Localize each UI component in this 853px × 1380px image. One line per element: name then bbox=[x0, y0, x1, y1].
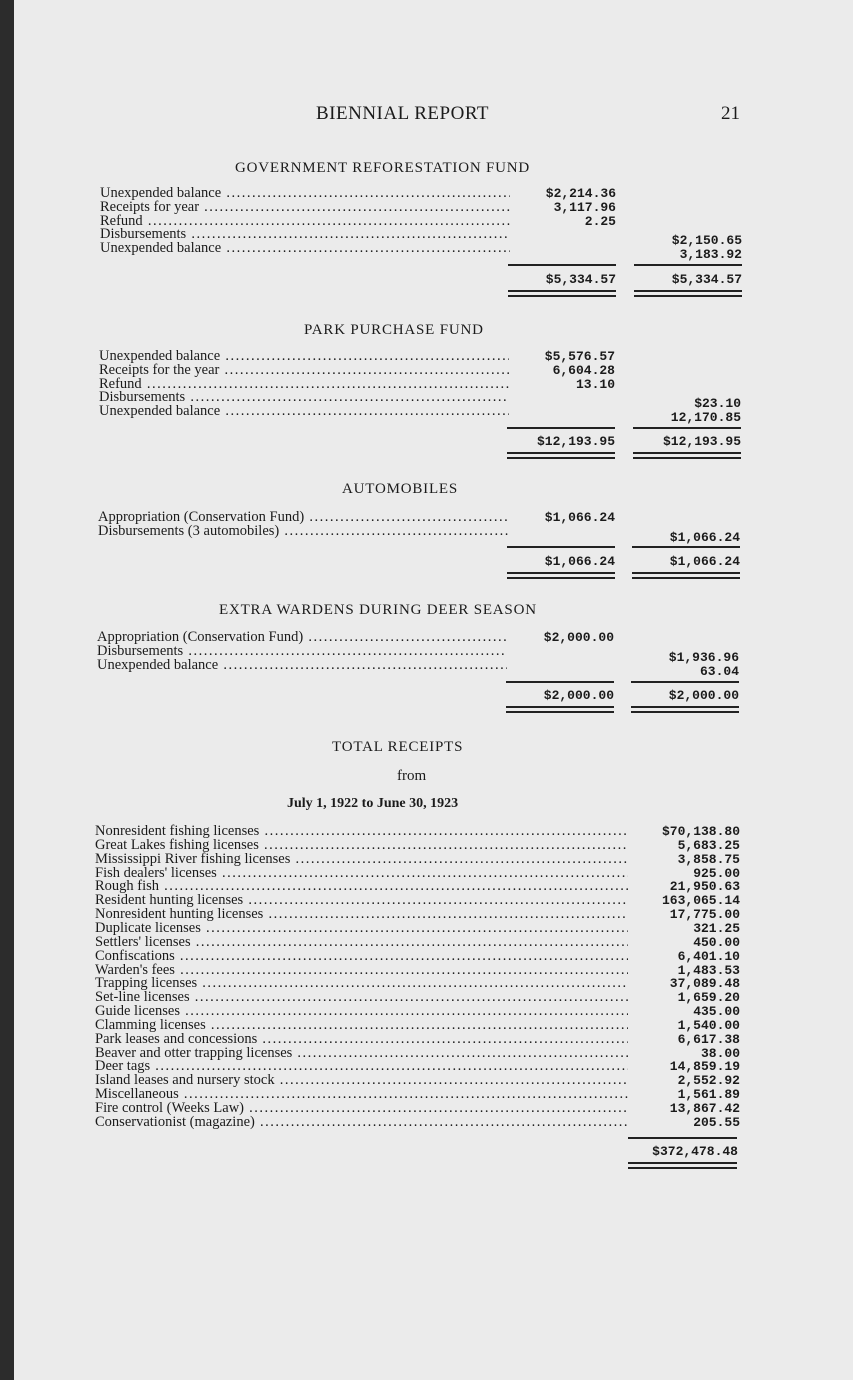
row-label: Unexpended balance ..... bbox=[99, 349, 509, 364]
row-label: Receipts for year ..... bbox=[100, 200, 510, 215]
receipt-label: Beaver and otter trapping licenses ..... bbox=[95, 1046, 628, 1061]
receipt-amount: $70,138.80 bbox=[661, 824, 740, 839]
row-amount-col1: 13.10 bbox=[575, 376, 615, 392]
receipt-row bbox=[95, 1073, 740, 1087]
row-amount-col2: 63.04 bbox=[699, 663, 739, 679]
receipt-amount: 6,401.10 bbox=[677, 948, 740, 964]
row-label: Refund ..... bbox=[99, 377, 509, 392]
row-label: Disbursements ..... bbox=[97, 644, 507, 659]
row-label: Unexpended balance ..... bbox=[100, 241, 510, 256]
receipt-row bbox=[95, 824, 740, 838]
receipt-row bbox=[95, 866, 740, 880]
double-rule-col2 bbox=[634, 290, 742, 297]
receipt-label: Fire control (Weeks Law) ..... bbox=[95, 1101, 628, 1116]
receipt-label: Clamming licenses ..... bbox=[95, 1018, 628, 1033]
receipt-amount: 1,483.53 bbox=[677, 962, 740, 978]
total-col1: $12,193.95 bbox=[536, 434, 615, 449]
receipt-label: Rough fish ..... bbox=[95, 879, 628, 894]
receipt-label: Warden's fees ..... bbox=[95, 963, 628, 978]
receipt-row bbox=[95, 1004, 740, 1018]
total-col2: $2,000.00 bbox=[668, 688, 739, 703]
total-col2: $12,193.95 bbox=[662, 434, 741, 449]
receipt-row bbox=[95, 907, 740, 921]
row-amount-col2: $1,066.24 bbox=[669, 529, 740, 545]
receipt-row bbox=[95, 1059, 740, 1073]
receipt-label: Great Lakes fishing licenses ..... bbox=[95, 838, 628, 853]
section-title: EXTRA WARDENS DURING DEER SEASON bbox=[219, 602, 537, 618]
receipt-label: Set-line licenses ..... bbox=[95, 990, 628, 1005]
total-col2: $1,066.24 bbox=[669, 554, 740, 569]
row-amount-col2: 12,170.85 bbox=[670, 410, 741, 426]
receipt-amount: 1,540.00 bbox=[677, 1017, 740, 1033]
page-number: 21 bbox=[721, 103, 740, 124]
row-label: Receipts for the year ..... bbox=[99, 363, 509, 378]
receipt-label: Guide licenses ..... bbox=[95, 1004, 628, 1019]
subtotal-rule-col2 bbox=[633, 427, 741, 429]
receipt-label: Nonresident fishing licenses ..... bbox=[95, 824, 628, 839]
receipt-label: Duplicate licenses ..... bbox=[95, 921, 628, 936]
receipt-row bbox=[95, 976, 740, 990]
row-amount-col1: 3,117.96 bbox=[553, 199, 616, 215]
receipt-label: Settlers' licenses ..... bbox=[95, 935, 628, 950]
section-title: AUTOMOBILES bbox=[342, 481, 459, 497]
receipt-label: Conservationist (magazine) ..... bbox=[95, 1115, 628, 1130]
total-col1: $1,066.24 bbox=[544, 554, 615, 569]
receipt-row bbox=[95, 852, 740, 866]
receipt-amount: 205.55 bbox=[693, 1114, 740, 1130]
row-label: Unexpended balance ..... bbox=[97, 658, 507, 673]
section-title: GOVERNMENT REFORESTATION FUND bbox=[235, 160, 531, 176]
receipt-amount: 21,950.63 bbox=[669, 879, 740, 895]
receipt-amount: 14,859.19 bbox=[669, 1059, 740, 1075]
receipt-amount: 1,561.89 bbox=[677, 1087, 740, 1103]
receipt-label: Miscellaneous ..... bbox=[95, 1087, 628, 1102]
double-rule-col2 bbox=[631, 706, 739, 713]
receipt-label: Trapping licenses ..... bbox=[95, 976, 628, 991]
receipt-amount: 2,552.92 bbox=[677, 1073, 740, 1089]
receipts-double-rule bbox=[628, 1162, 737, 1169]
row-amount-col1: 6,604.28 bbox=[552, 362, 615, 378]
row-amount-col1: $2,000.00 bbox=[543, 630, 614, 645]
row-amount-col2: 3,183.92 bbox=[679, 247, 742, 263]
receipt-amount: 450.00 bbox=[693, 934, 740, 950]
total-col1: $5,334.57 bbox=[545, 272, 616, 287]
receipt-amount: 37,089.48 bbox=[669, 976, 740, 992]
receipt-row bbox=[95, 1046, 740, 1060]
receipt-row bbox=[95, 921, 740, 935]
row-label: Refund ..... bbox=[100, 214, 510, 229]
section-title: PARK PURCHASE FUND bbox=[304, 322, 484, 338]
total-col2: $5,334.57 bbox=[671, 272, 742, 287]
double-rule-col1 bbox=[506, 706, 614, 713]
page-binding-edge bbox=[0, 0, 14, 1380]
receipts-grand-total: $372,478.48 bbox=[652, 1144, 738, 1159]
row-label: Disbursements ..... bbox=[100, 227, 510, 242]
row-amount-col2: $1,936.96 bbox=[668, 649, 739, 665]
row-label: Appropriation (Conservation Fund) ..... bbox=[98, 510, 508, 525]
subtotal-rule-col1 bbox=[506, 681, 614, 683]
row-amount-col1: $1,066.24 bbox=[544, 510, 615, 525]
receipt-row bbox=[95, 1087, 740, 1101]
receipt-row bbox=[95, 1018, 740, 1032]
subtotal-rule-col2 bbox=[632, 546, 740, 548]
receipt-row bbox=[95, 935, 740, 949]
row-amount-col2: $23.10 bbox=[694, 396, 741, 412]
receipt-amount: 38.00 bbox=[700, 1045, 740, 1061]
double-rule-col1 bbox=[507, 452, 615, 459]
receipt-row bbox=[95, 949, 740, 963]
receipt-amount: 925.00 bbox=[693, 865, 740, 881]
receipt-row bbox=[95, 879, 740, 893]
receipt-amount: 1,659.20 bbox=[677, 990, 740, 1006]
receipt-label: Park leases and concessions ..... bbox=[95, 1032, 628, 1047]
receipt-amount: 5,683.25 bbox=[677, 837, 740, 853]
total-col1: $2,000.00 bbox=[543, 688, 614, 703]
row-amount-col2: $2,150.65 bbox=[671, 233, 742, 249]
subtotal-rule-col2 bbox=[634, 264, 742, 266]
row-label: Appropriation (Conservation Fund) ..... bbox=[97, 630, 507, 645]
receipt-row bbox=[95, 990, 740, 1004]
row-label: Disbursements ..... bbox=[99, 390, 509, 405]
receipt-row bbox=[95, 1032, 740, 1046]
total-receipts-title: TOTAL RECEIPTS bbox=[332, 739, 464, 755]
row-amount-col1: $2,214.36 bbox=[545, 186, 616, 201]
double-rule-col2 bbox=[633, 452, 741, 459]
receipt-label: Island leases and nursery stock ..... bbox=[95, 1073, 628, 1088]
row-label: Unexpended balance ..... bbox=[99, 404, 509, 419]
row-label: Disbursements (3 automobiles) ..... bbox=[98, 524, 508, 539]
receipts-total-rule bbox=[628, 1137, 737, 1139]
receipt-label: Resident hunting licenses ..... bbox=[95, 893, 628, 908]
receipt-row bbox=[95, 893, 740, 907]
receipt-row bbox=[95, 963, 740, 977]
total-receipts-from: from bbox=[397, 768, 427, 784]
receipt-amount: 3,858.75 bbox=[677, 851, 740, 867]
receipt-row bbox=[95, 1115, 740, 1129]
receipt-amount: 13,867.42 bbox=[669, 1101, 740, 1116]
receipt-amount: 435.00 bbox=[693, 1004, 740, 1020]
subtotal-rule-col1 bbox=[508, 264, 616, 266]
receipt-label: Deer tags ..... bbox=[95, 1059, 628, 1074]
receipt-row bbox=[95, 1101, 740, 1115]
receipt-row bbox=[95, 838, 740, 852]
double-rule-col2 bbox=[632, 572, 740, 579]
row-amount-col1: 2.25 bbox=[584, 213, 616, 229]
receipt-label: Nonresident hunting licenses ..... bbox=[95, 907, 628, 922]
row-label: Unexpended balance ..... bbox=[100, 186, 510, 201]
receipt-label: Mississippi River fishing licenses ..... bbox=[95, 852, 628, 867]
receipt-amount: 6,617.38 bbox=[677, 1031, 740, 1047]
receipt-label: Fish dealers' licenses ..... bbox=[95, 866, 628, 881]
receipt-amount: 17,775.00 bbox=[669, 907, 740, 923]
row-amount-col1: $5,576.57 bbox=[544, 349, 615, 364]
subtotal-rule-col2 bbox=[631, 681, 739, 683]
page-title: BIENNIAL REPORT bbox=[316, 103, 489, 124]
double-rule-col1 bbox=[507, 572, 615, 579]
double-rule-col1 bbox=[508, 290, 616, 297]
total-receipts-period: July 1, 1922 to June 30, 1923 bbox=[287, 796, 459, 811]
receipt-amount: 163,065.14 bbox=[661, 893, 740, 909]
subtotal-rule-col1 bbox=[507, 427, 615, 429]
subtotal-rule-col1 bbox=[507, 546, 615, 548]
receipt-label: Confiscations ..... bbox=[95, 949, 628, 964]
receipt-amount: 321.25 bbox=[693, 920, 740, 936]
